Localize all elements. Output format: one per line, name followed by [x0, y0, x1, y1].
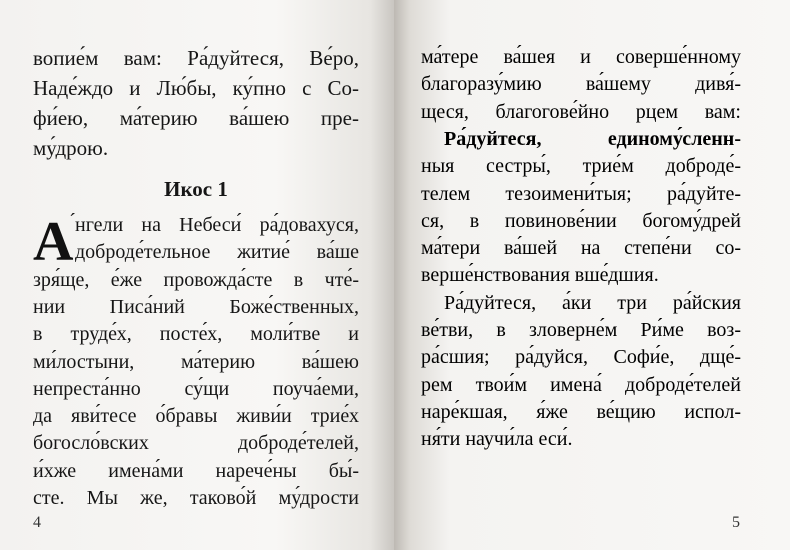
text-line: Ра́дуйтеся, а́ки три ра́йския	[444, 291, 741, 314]
text-line: сте. Мы же, таково́й му́дрости	[33, 487, 359, 509]
text-line: верше́нствования вше́дшия.	[421, 264, 659, 287]
text-line: в труде́х, посте́х, моли́тве и	[33, 323, 359, 346]
text-line: да яви́тесе о́бравы живи́и трие́х	[33, 405, 359, 428]
text-line: щеся, благогове́йно рцем вам:	[421, 100, 741, 123]
text-line: вопие́м вам: Ра́дуйтеся, Ве́ро,	[33, 46, 359, 70]
text-line: Наде́ждо и Лю́бы, ку́пно с Со-	[33, 76, 359, 100]
text-line: ма́тери ва́шей на степе́ни со-	[421, 237, 741, 260]
text-line: доброде́тельное житие́ ва́ше	[75, 241, 359, 264]
text-line: ра́сшия; ра́дуйся, Софи́е, дще́-	[421, 346, 741, 369]
text-line: телем тезоимени́тыя; ра́дуйте-	[421, 182, 741, 205]
text-line: зря́ще, е́же провожда́сте в чте́-	[33, 268, 359, 291]
text-line: ся, в повинове́нии богому́дрей	[421, 209, 741, 232]
left-page	[0, 0, 394, 550]
text-line: ми́лостыни, ма́терию ва́шею	[33, 350, 359, 373]
text-line: нии Писа́ний Боже́ственных,	[33, 295, 359, 318]
text-line: ́нгели на Небеси́ ра́довахуся,	[75, 214, 359, 236]
page-number-left: 4	[33, 514, 41, 531]
text-line: Ра́дуйтеся, единому́сленн-	[444, 127, 741, 150]
text-line: ве́тви, в зловерне́м Ри́ме воз-	[421, 319, 741, 341]
text-line: ма́тере ва́шея и соверше́нному	[421, 46, 741, 68]
text-line: фи́ею, ма́терию ва́шею пре-	[33, 106, 359, 130]
section-heading: Икос 1	[164, 177, 228, 201]
text-line: богосло́вских доброде́телей,	[33, 432, 359, 455]
text-line: наре́кшая, я́же ве́щию испол-	[421, 400, 741, 423]
text-line: рем твои́м имена́ доброде́телей	[421, 373, 741, 396]
text-line: благоразу́мию ва́шему дивя́-	[421, 73, 741, 96]
text-line: му́дрою.	[33, 136, 109, 160]
text-line: ныя сестры́, трие́м доброде́-	[421, 155, 741, 178]
text-line: непреста́нно су́щи поуча́еми,	[33, 377, 359, 400]
text-line: ня́ти научи́ла еси́.	[421, 428, 573, 451]
drop-cap: А	[33, 211, 74, 273]
text-line: и́хже имена́ми нарече́ны бы́-	[33, 459, 359, 482]
page-number-right: 5	[732, 514, 740, 531]
